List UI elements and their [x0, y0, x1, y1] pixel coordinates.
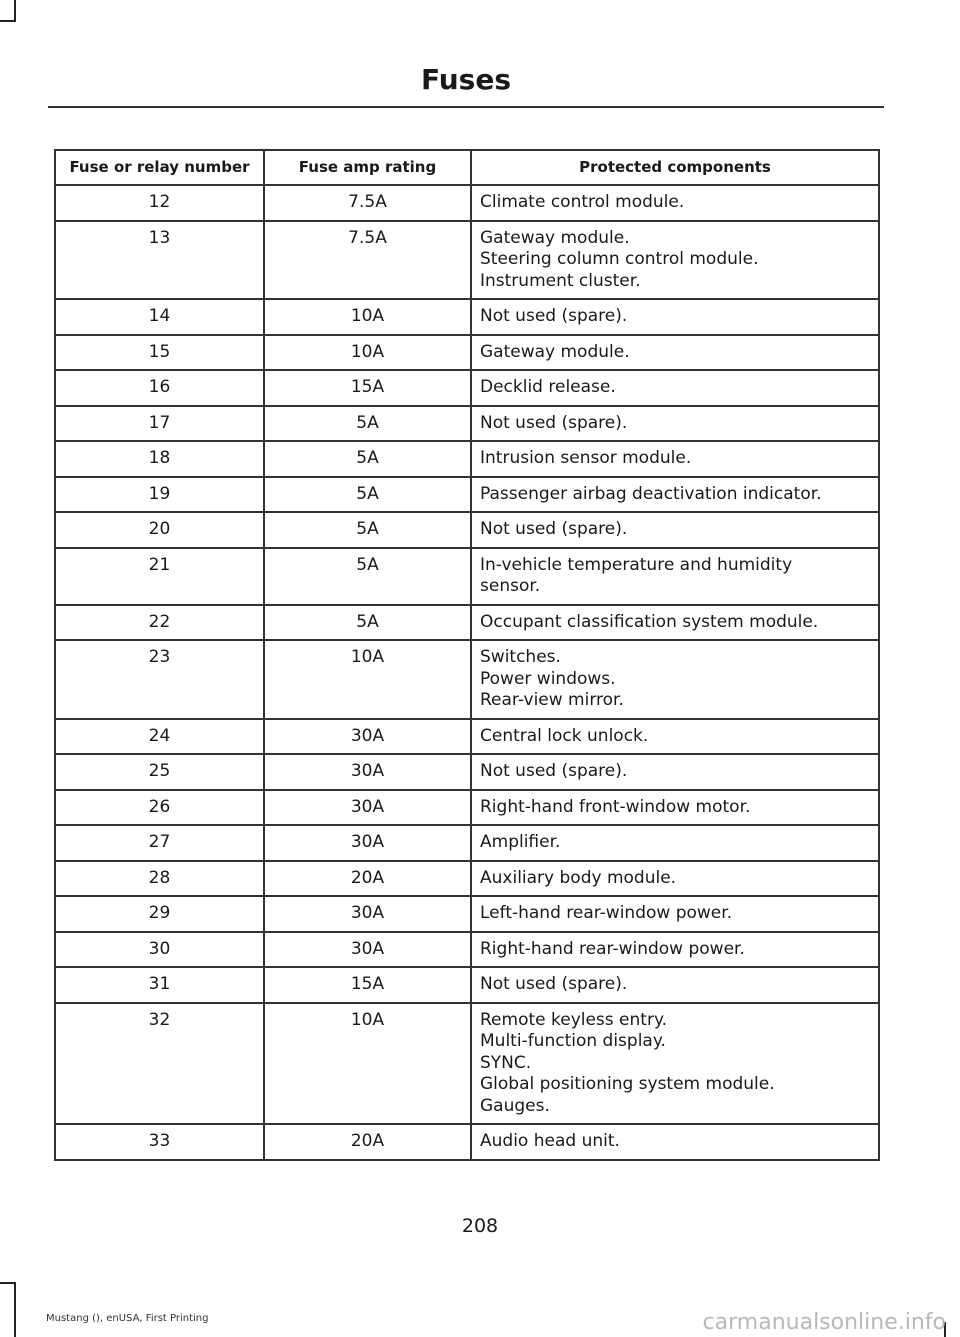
protected-components-cell [471, 605, 879, 641]
table-row [55, 1003, 879, 1125]
component-line: Not used (spare). [480, 974, 628, 994]
component-line: Audio head unit. [480, 1131, 620, 1151]
fuse-table [54, 149, 880, 1161]
amp-rating-cell: 10A [264, 299, 471, 335]
amp-rating-cell: 5A [264, 406, 471, 442]
fuse-number-cell: 23 [55, 640, 264, 719]
component-line: SYNC. [480, 1052, 532, 1073]
protected-components-cell [471, 825, 879, 861]
fuse-number-cell: 27 [55, 825, 264, 861]
fuse-number-cell: 12 [55, 185, 264, 221]
fuse-number-cell: 17 [55, 406, 264, 442]
component-line: Global positioning system module. [480, 1074, 775, 1094]
protected-components-cell [471, 754, 879, 790]
component-line: Not used (spare). [480, 306, 628, 326]
component-line: Multi-function display. [480, 1031, 666, 1051]
amp-rating-cell: 10A [264, 640, 471, 719]
protected-components-cell [471, 548, 879, 605]
amp-rating-cell: 5A [264, 441, 471, 477]
amp-rating-cell: 7.5A [264, 221, 471, 300]
footer-text: Mustang (), enUSA, First Printing [46, 1313, 209, 1324]
table-row [55, 825, 879, 861]
fuse-number-cell: 33 [55, 1124, 264, 1160]
fuse-number-cell: 25 [55, 754, 264, 790]
component-line: sensor. [480, 576, 541, 596]
fuse-number-cell: 13 [55, 221, 264, 300]
fuse-number-cell: 30 [55, 932, 264, 968]
crop-mark-bottom-left-h [0, 1282, 16, 1284]
amp-rating-cell: 20A [264, 861, 471, 897]
component-line: Climate control module. [480, 192, 685, 212]
amp-rating-cell: 20A [264, 1124, 471, 1160]
page-title: Fuses [421, 63, 511, 96]
fuse-number-cell: 15 [55, 335, 264, 371]
fuse-number-cell: 18 [55, 441, 264, 477]
crop-mark-top-left [14, 0, 16, 20]
protected-components-cell [471, 221, 879, 300]
fuse-number-cell: 28 [55, 861, 264, 897]
table-row [55, 335, 879, 371]
protected-components-cell [471, 441, 879, 477]
table-row [55, 1124, 879, 1160]
component-line: Auxiliary body module. [480, 867, 677, 888]
table-row [55, 185, 879, 221]
component-line: Instrument cluster. [480, 270, 641, 291]
component-line: In-vehicle temperature and humidity [480, 554, 793, 575]
fuse-table-body [55, 185, 879, 1160]
table-row [55, 896, 879, 932]
amp-rating-cell: 30A [264, 896, 471, 932]
protected-components-cell [471, 719, 879, 755]
amp-rating-cell: 30A [264, 825, 471, 861]
table-row [55, 861, 879, 897]
fuse-number-cell: 14 [55, 299, 264, 335]
protected-components-cell [471, 335, 879, 371]
fuse-number-cell: 16 [55, 370, 264, 406]
component-line: Gateway module. [480, 341, 630, 362]
protected-components-cell [471, 477, 879, 513]
header-protected-components: Protected components [471, 150, 879, 185]
table-row [55, 477, 879, 513]
component-line: Not used (spare). [480, 761, 628, 781]
protected-components-cell [471, 896, 879, 932]
table-row [55, 640, 879, 719]
protected-components-cell [471, 790, 879, 826]
header-amp-rating: Fuse amp rating [264, 150, 471, 185]
amp-rating-cell: 7.5A [264, 185, 471, 221]
table-header-row [55, 150, 879, 185]
table-row [55, 221, 879, 300]
table-row [55, 370, 879, 406]
protected-components-cell [471, 299, 879, 335]
amp-rating-cell: 30A [264, 932, 471, 968]
protected-components-cell [471, 1124, 879, 1160]
component-line: Power windows. [480, 668, 616, 689]
table-row [55, 967, 879, 1003]
amp-rating-cell: 5A [264, 548, 471, 605]
component-line: Not used (spare). [480, 519, 628, 539]
amp-rating-cell: 30A [264, 719, 471, 755]
protected-components-cell [471, 932, 879, 968]
component-line: Right-hand front-window motor. [480, 796, 751, 817]
protected-components-cell [471, 861, 879, 897]
table-row [55, 790, 879, 826]
component-line: Remote keyless entry. [480, 1009, 667, 1030]
protected-components-cell [471, 512, 879, 548]
table-row [55, 548, 879, 605]
protected-components-cell [471, 370, 879, 406]
fuse-number-cell: 32 [55, 1003, 264, 1125]
fuse-number-cell: 20 [55, 512, 264, 548]
table-row [55, 932, 879, 968]
protected-components-cell [471, 406, 879, 442]
component-line: Gauges. [480, 1095, 550, 1116]
protected-components-cell [471, 640, 879, 719]
component-line: Steering column control module. [480, 249, 759, 269]
fuse-number-cell: 26 [55, 790, 264, 826]
fuse-number-cell: 19 [55, 477, 264, 513]
amp-rating-cell: 5A [264, 477, 471, 513]
table-row [55, 406, 879, 442]
table-row [55, 605, 879, 641]
header-fuse-number: Fuse or relay number [55, 150, 264, 185]
crop-mark-bottom-left [14, 1282, 16, 1337]
amp-rating-cell: 10A [264, 335, 471, 371]
component-line: Rear-view mirror. [480, 690, 624, 710]
table-row [55, 441, 879, 477]
component-line: Left-hand rear-window power. [480, 903, 733, 923]
title-divider [48, 106, 884, 108]
table-row [55, 719, 879, 755]
page-number: 208 [461, 1215, 499, 1237]
component-line: Passenger airbag deactivation indicator. [480, 483, 822, 504]
crop-mark-top-left-h [0, 20, 16, 22]
amp-rating-cell: 10A [264, 1003, 471, 1125]
fuse-number-cell: 24 [55, 719, 264, 755]
component-line: Not used (spare). [480, 412, 628, 433]
amp-rating-cell: 5A [264, 512, 471, 548]
amp-rating-cell: 15A [264, 370, 471, 406]
amp-rating-cell: 5A [264, 605, 471, 641]
watermark-logo: carmanualsonline.info [702, 1310, 946, 1335]
component-line: Decklid release. [480, 377, 616, 397]
fuse-number-cell: 29 [55, 896, 264, 932]
fuse-number-cell: 31 [55, 967, 264, 1003]
amp-rating-cell: 30A [264, 754, 471, 790]
component-line: Switches. [480, 647, 561, 667]
component-line: Central lock unlock. [480, 725, 649, 746]
protected-components-cell [471, 967, 879, 1003]
table-row [55, 299, 879, 335]
component-line: Amplifier. [480, 832, 561, 852]
amp-rating-cell: 30A [264, 790, 471, 826]
component-line: Gateway module. [480, 227, 630, 248]
protected-components-cell [471, 185, 879, 221]
component-line: Right-hand rear-window power. [480, 938, 745, 959]
fuse-number-cell: 21 [55, 548, 264, 605]
fuse-number-cell: 22 [55, 605, 264, 641]
protected-components-cell [471, 1003, 879, 1125]
table-row [55, 754, 879, 790]
component-line: Occupant classification system module. [480, 611, 819, 632]
table-row [55, 512, 879, 548]
component-line: Intrusion sensor module. [480, 448, 692, 468]
amp-rating-cell: 15A [264, 967, 471, 1003]
